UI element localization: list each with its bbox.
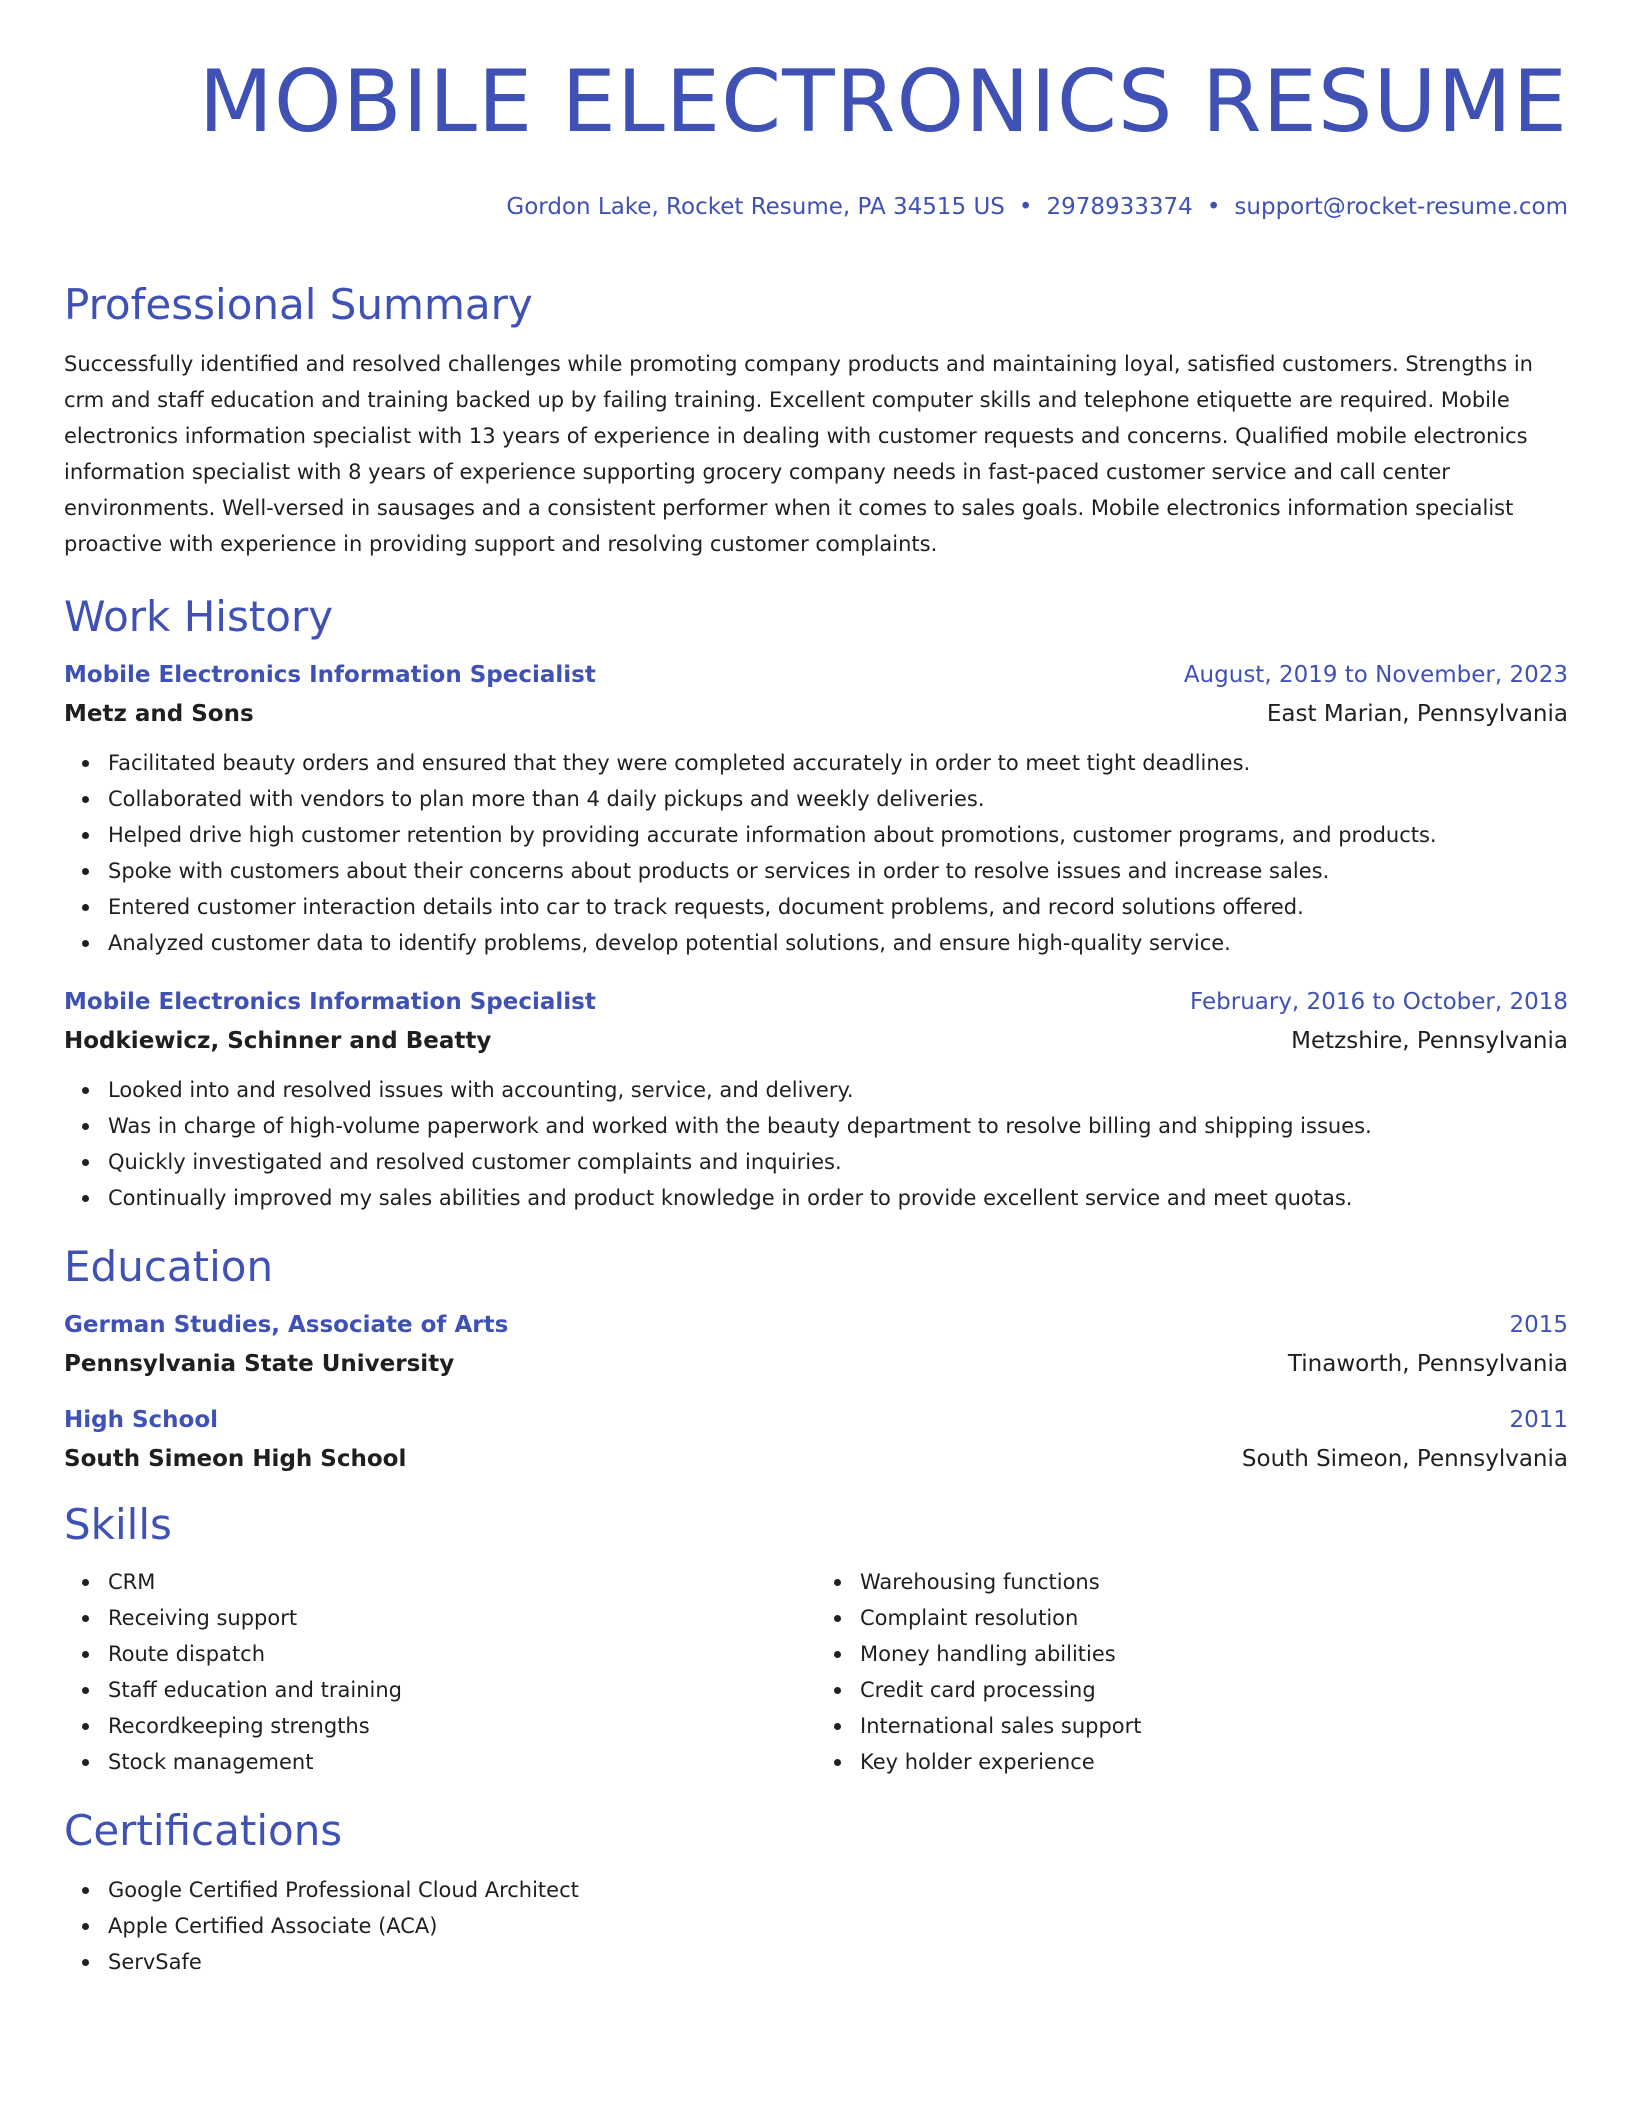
education-location: South Simeon, Pennsylvania: [1241, 1446, 1568, 1472]
list-item: Helped drive high customer retention by providing accurate information about promotions, customer programs, and products.: [108, 817, 1568, 853]
education-entry: [64, 1405, 1568, 1474]
education-year: 2011: [1509, 1407, 1568, 1433]
job-title: Mobile Electronics Information Specialist: [64, 989, 596, 1015]
contact-email: support@rocket-resume.com: [1234, 194, 1568, 220]
contact-separator: •: [1018, 194, 1033, 220]
job-company: Hodkiewicz, Schinner and Beatty: [64, 1028, 492, 1054]
list-item: Continually improved my sales abilities and product knowledge in order to provide excellent service and meet quotas.: [108, 1180, 1568, 1216]
job-company-row: [64, 699, 1568, 729]
education-school: Pennsylvania State University: [64, 1351, 455, 1377]
resume-title: MOBILE ELECTRONICS RESUME: [198, 52, 1568, 152]
skills-grid: [64, 1564, 1568, 1780]
skill-item: Stock management: [108, 1744, 816, 1780]
skill-item: Recordkeeping strengths: [108, 1708, 816, 1744]
job-location: East Marian, Pennsylvania: [1266, 701, 1568, 727]
job-dates: February, 2016 to October, 2018: [1190, 989, 1568, 1015]
skill-item: International sales support: [860, 1708, 1568, 1744]
skill-item: CRM: [108, 1564, 816, 1600]
job-title: Mobile Electronics Information Specialist: [64, 662, 596, 688]
job-dates: August, 2019 to November, 2023: [1183, 662, 1568, 688]
skill-item: Credit card processing: [860, 1672, 1568, 1708]
skill-item: Route dispatch: [108, 1636, 816, 1672]
list-item: Spoke with customers about their concerns about products or services in order to resolve issues and increase sales.: [108, 853, 1568, 889]
skill-item: Warehousing functions: [860, 1564, 1568, 1600]
skills-column-left: [64, 1564, 816, 1780]
education-degree: High School: [64, 1407, 219, 1433]
list-item: Looked into and resolved issues with accounting, service, and delivery.: [108, 1072, 1568, 1108]
section-title-skills: Skills: [64, 1500, 172, 1549]
resume-header: [64, 52, 1568, 222]
contact-phone: 2978933374: [1046, 194, 1193, 220]
job-bullets: [64, 1072, 1568, 1216]
certification-item: ServSafe: [108, 1944, 1568, 1980]
list-item: Analyzed customer data to identify problems, develop potential solutions, and ensure high-quality service.: [108, 925, 1568, 961]
job-entry: [64, 660, 1568, 961]
list-item: Quickly investigated and resolved customer complaints and inquiries.: [108, 1144, 1568, 1180]
skill-item: Key holder experience: [860, 1744, 1568, 1780]
list-item: Collaborated with vendors to plan more than 4 daily pickups and weekly deliveries.: [108, 781, 1568, 817]
skills-column-right: [816, 1564, 1568, 1780]
section-title-certifications: Certifications: [64, 1806, 343, 1855]
section-title-education: Education: [64, 1242, 274, 1291]
skill-item: Receiving support: [108, 1600, 816, 1636]
education-school: South Simeon High School: [64, 1446, 407, 1472]
job-company-row: [64, 1026, 1568, 1056]
contact-line: [64, 192, 1568, 222]
education-entry: [64, 1310, 1568, 1379]
section-title-work-history: Work History: [64, 592, 334, 641]
job-entry: [64, 987, 1568, 1216]
summary-text: Successfully identified and resolved challenges while promoting company products and maintaining loyal, satisfied customers. Strengths in crm and staff education and training backed up by failing training. Excellent computer skills and telephone etiquette are required. Mobile electronics information specialist with 13 years of experience in dealing with customer requests and concerns. Qualified mobile electronics information specialist with 8 years of experience supporting grocery company needs in fast-paced customer service and call center environments. Well-versed in sausages and a consistent performer when it comes to sales goals. Mobile electronics information specialist proactive with experience in providing support and resolving customer complaints.: [64, 352, 1533, 556]
contact-separator: •: [1206, 194, 1221, 220]
education-header-row: [64, 1405, 1568, 1435]
job-bullets: [64, 745, 1568, 961]
education-school-row: [64, 1349, 1568, 1379]
contact-address: Gordon Lake, Rocket Resume, PA 34515 US: [506, 194, 1005, 220]
skill-item: Money handling abilities: [860, 1636, 1568, 1672]
list-item: Was in charge of high-volume paperwork and worked with the beauty department to resolve billing and shipping issues.: [108, 1108, 1568, 1144]
job-header-row: [64, 987, 1568, 1017]
education-degree: German Studies, Associate of Arts: [64, 1312, 509, 1338]
education-year: 2015: [1509, 1312, 1568, 1338]
certification-list: [64, 1872, 1568, 1980]
skill-item: Staff education and training: [108, 1672, 816, 1708]
job-location: Metzshire, Pennsylvania: [1291, 1028, 1568, 1054]
certification-item: Google Certified Professional Cloud Architect: [108, 1872, 1568, 1908]
education-school-row: [64, 1444, 1568, 1474]
certification-item: Apple Certified Associate (ACA): [108, 1908, 1568, 1944]
job-header-row: [64, 660, 1568, 690]
education-header-row: [64, 1310, 1568, 1340]
section-title-summary: Professional Summary: [64, 280, 533, 329]
list-item: Entered customer interaction details into car to track requests, document problems, and record solutions offered.: [108, 889, 1568, 925]
education-location: Tinaworth, Pennsylvania: [1287, 1351, 1568, 1377]
list-item: Facilitated beauty orders and ensured that they were completed accurately in order to meet tight deadlines.: [108, 745, 1568, 781]
job-company: Metz and Sons: [64, 701, 254, 727]
skill-item: Complaint resolution: [860, 1600, 1568, 1636]
